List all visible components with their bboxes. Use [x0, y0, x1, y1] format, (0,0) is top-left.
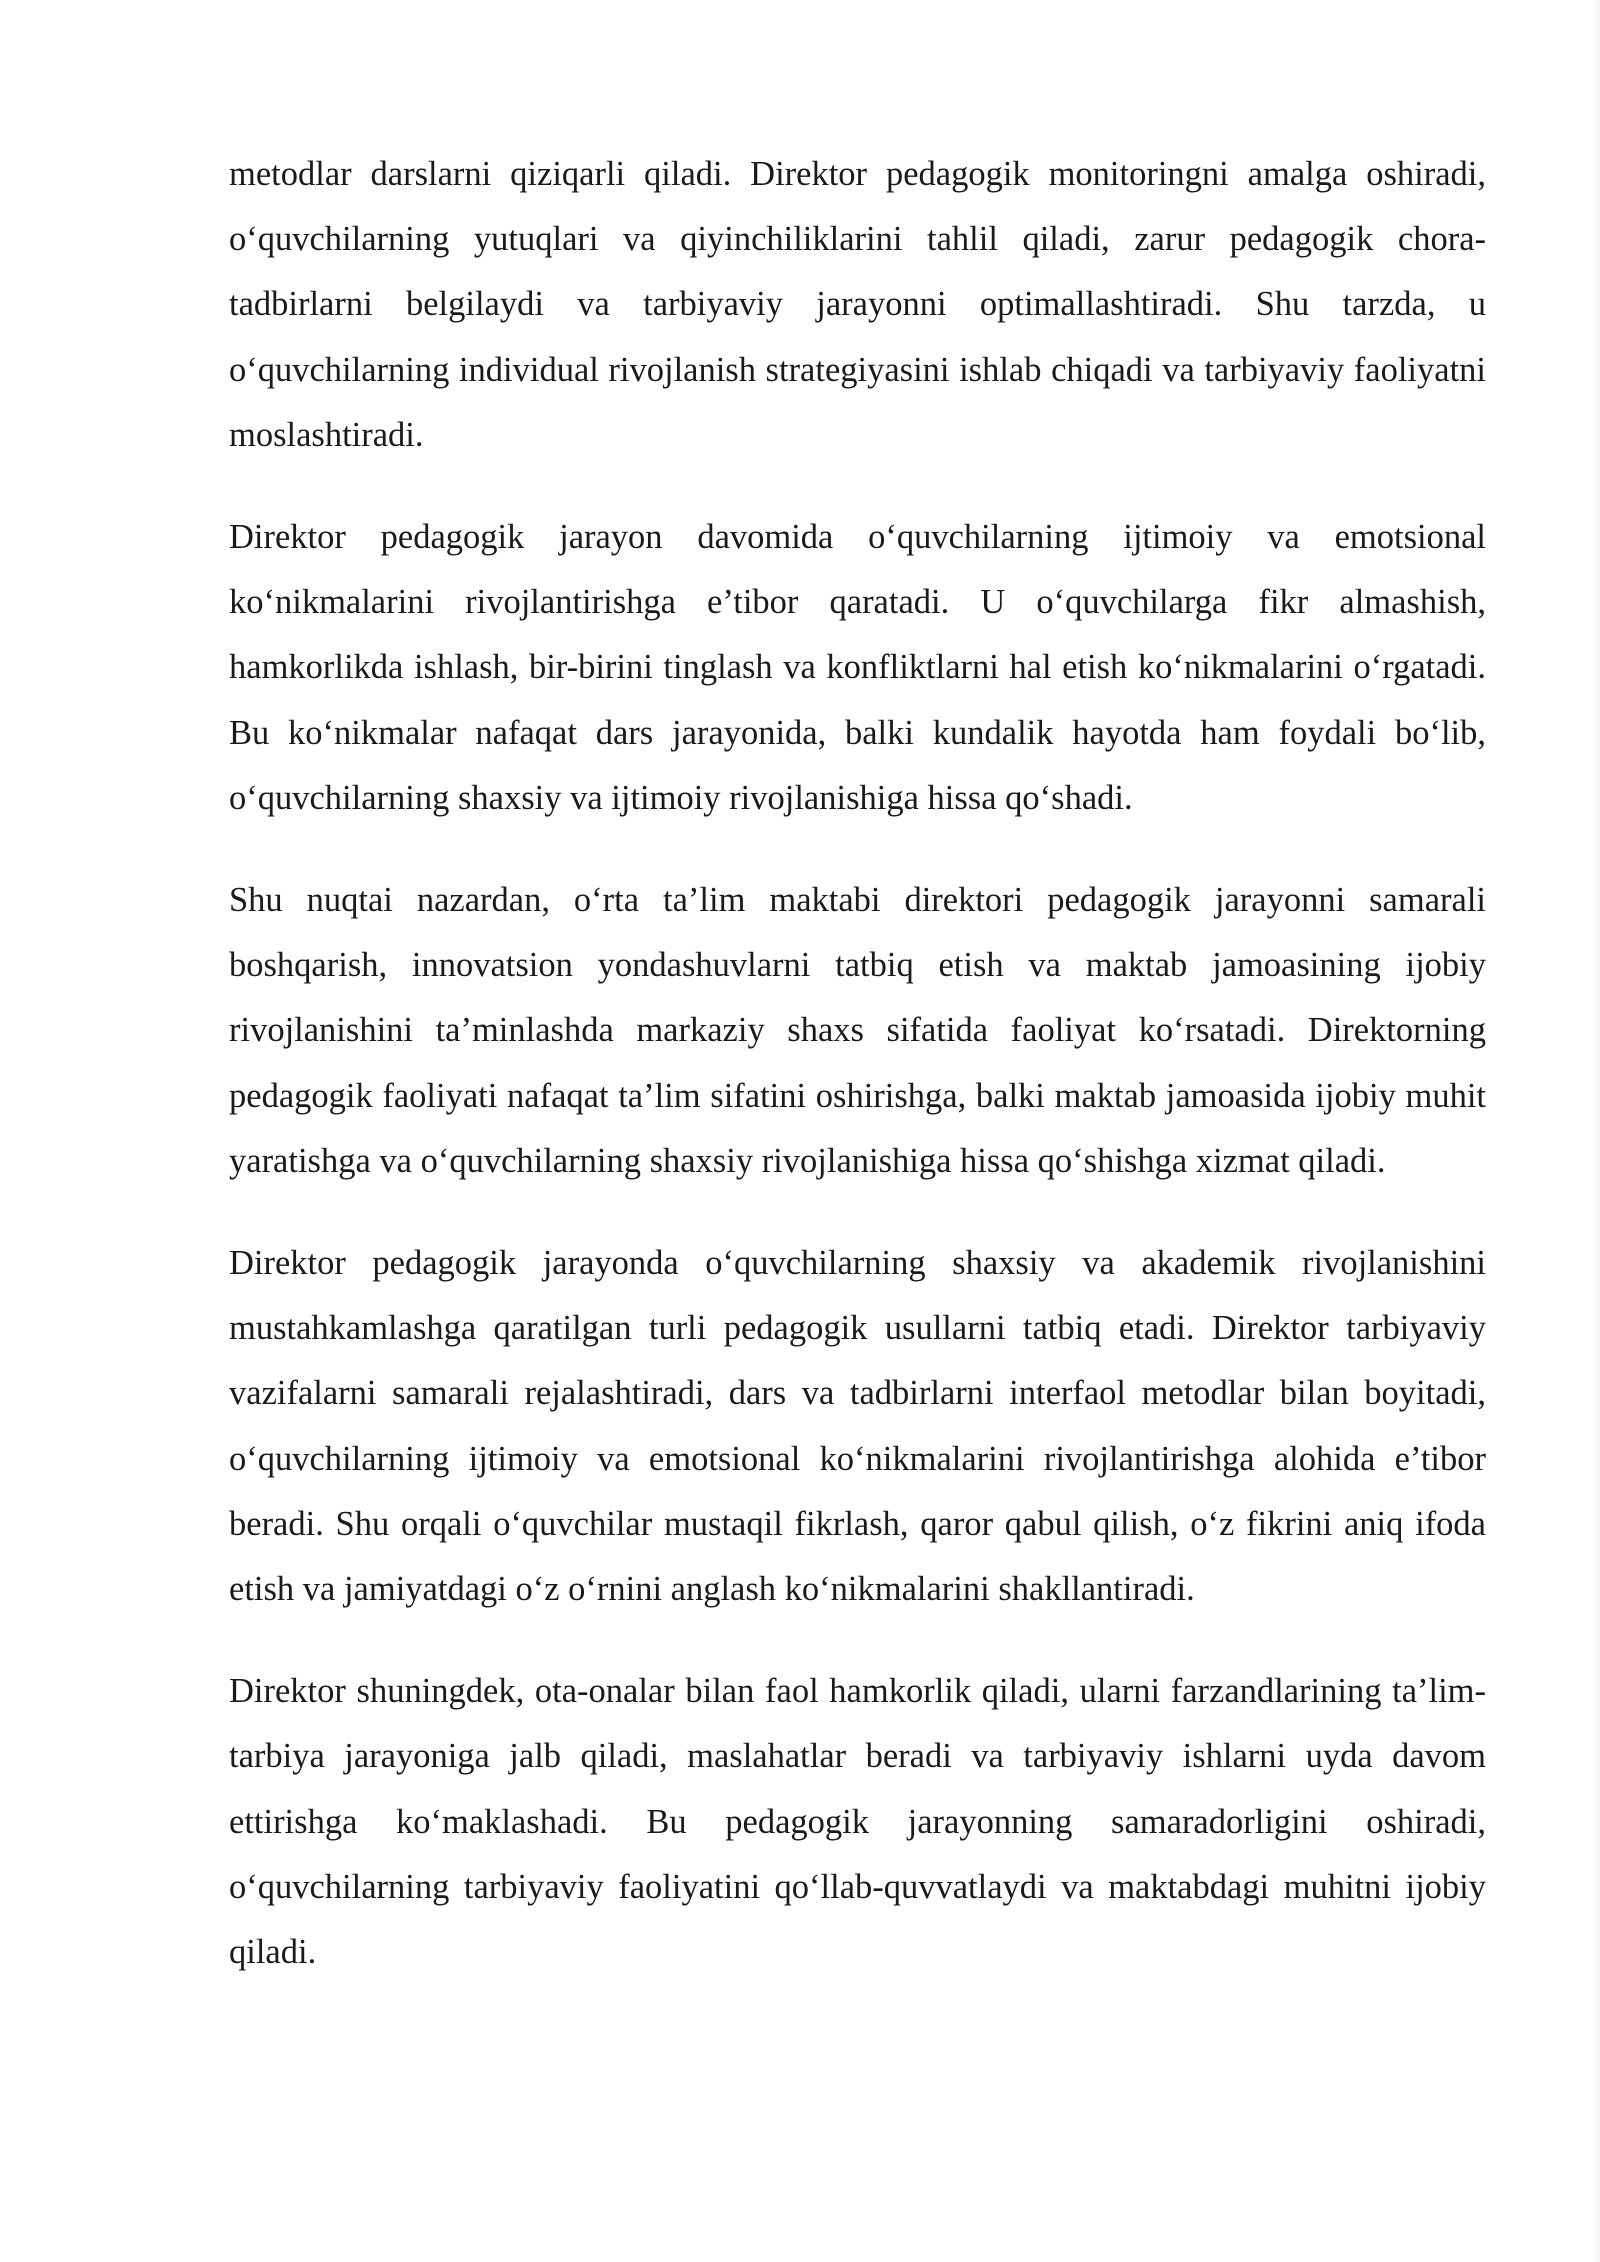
paragraph-5: Direktor shuningdek, ota-onalar bilan faol hamkorlik qiladi, ularni farzandlarining ta’lim-tarbiya jarayoniga jalb qiladi, maslahatlar beradi va tarbiyaviy ishlarni uyda davom ettirishga ko‘maklashadi. Bu pedagogik jarayonning samaradorligini oshiradi, o‘quvchilarning tarbiyaviy faoliyatini qo‘llab-quvvatlaydi va maktabdagi muhitni ijobiy qiladi.: [229, 1672, 1486, 1972]
paragraph-1: metodlar darslarni qiziqarli qiladi. Direktor pedagogik monitoringni amalga oshiradi, o‘quvchilarning yutuqlari va qiyinchiliklarini tahlil qiladi, zarur pedagogik chora-tadbirlarni belgilaydi va tarbiyaviy jarayonni optimallashtiradi. Shu tarzda, u o‘quvchilarning individual rivojlanish strategiyasini ishlab chiqadi va tarbiyaviy faoliyatni moslashtiradi.: [229, 155, 1486, 454]
paragraph-3: Shu nuqtai nazardan, o‘rta ta’lim maktabi direktori pedagogik jarayonni samarali boshqarish, innovatsion yondashuvlarni tatbiq etish va maktab jamoasining ijobiy rivojlanishini ta’minlashda markaziy shaxs sifatida faoliyat ko‘rsatadi. Direktorning pedagogik faoliyati nafaqat ta’lim sifatini oshirishga, balki maktab jamoasida ijobiy muhit yaratishga va o‘quvchilarning shaxsiy rivojlanishiga hissa qo‘shishga xizmat qiladi.: [229, 881, 1486, 1180]
paragraph-2: Direktor pedagogik jarayon davomida o‘quvchilarning ijtimoiy va emotsional ko‘nikmalarini rivojlantirishga e’tibor qaratadi. U o‘quvchilarga fikr almashish, hamkorlikda ishlash, bir-birini tinglash va konfliktlarni hal etish ko‘nikmalarini o‘rgatadi. Bu ko‘nikmalar nafaqat dars jarayonida, balki kundalik hayotda ham foydali bo‘lib, o‘quvchilarning shaxsiy va ijtimoiy rivojlanishiga hissa qo‘shadi.: [229, 518, 1486, 817]
paragraph-4: Direktor pedagogik jarayonda o‘quvchilarning shaxsiy va akademik rivojlanishini mustahkamlashga qaratilgan turli pedagogik usullarni tatbiq etadi. Direktor tarbiyaviy vazifalarni samarali rejalashtiradi, dars va tadbirlarni interfaol metodlar bilan boyitadi, o‘quvchilarning ijtimoiy va emotsional ko‘nikmalarini rivojlantirishga alohida e’tibor beradi. Shu orqali o‘quvchilar mustaqil fikrlash, qaror qabul qilish, o‘z fikrini aniq ifoda etish va jamiyatdagi o‘z o‘rnini anglash ko‘nikmalarini shakllantiradi.: [229, 1244, 1486, 1609]
document-body: [229, 142, 1486, 2022]
page-edge-shadow: [1592, 0, 1600, 2262]
